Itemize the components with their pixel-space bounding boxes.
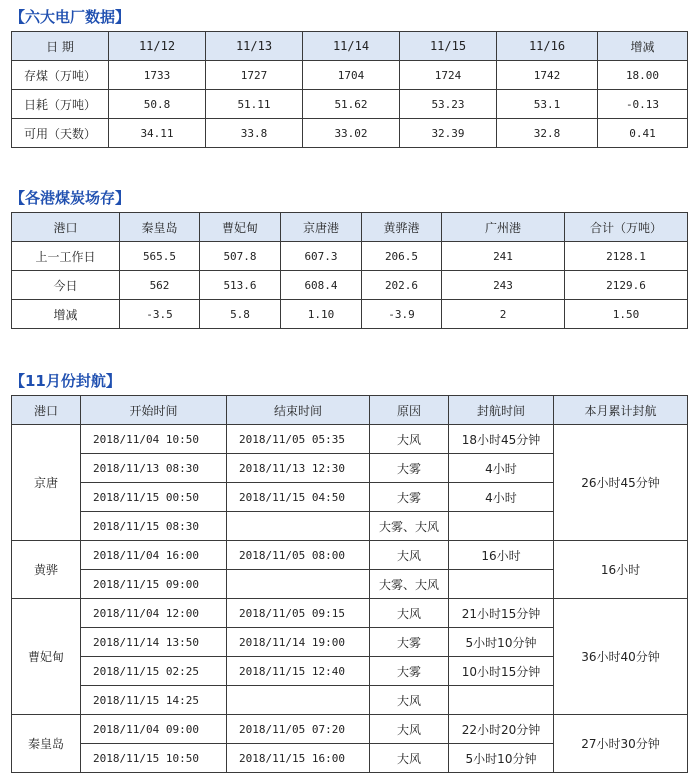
- data-cell: 1704: [303, 61, 400, 90]
- header-cell: 本月累计封航: [554, 396, 688, 425]
- data-cell: 1733: [109, 61, 206, 90]
- header-cell: 11/16: [497, 32, 598, 61]
- header-cell: 增减: [598, 32, 688, 61]
- data-cell: -3.5: [120, 300, 200, 329]
- duration-cell: [449, 570, 554, 599]
- data-cell: 202.6: [362, 271, 442, 300]
- duration-cell: 18小时45分钟: [449, 425, 554, 454]
- end-time-cell: 2018/11/05 07:20: [227, 715, 370, 744]
- start-time-cell: 2018/11/15 02:25: [81, 657, 227, 686]
- data-cell: 0.41: [598, 119, 688, 148]
- start-time-cell: 2018/11/04 12:00: [81, 599, 227, 628]
- header-cell: 日 期: [12, 32, 109, 61]
- data-cell: 51.11: [206, 90, 303, 119]
- data-cell: 513.6: [200, 271, 281, 300]
- data-cell: 1.50: [565, 300, 688, 329]
- data-cell: 51.62: [303, 90, 400, 119]
- data-cell: 32.8: [497, 119, 598, 148]
- end-time-cell: 2018/11/15 16:00: [227, 744, 370, 773]
- header-cell: 11/13: [206, 32, 303, 61]
- header-cell: 曹妃甸: [200, 213, 281, 242]
- closure-table: [11, 395, 688, 773]
- end-time-cell: [227, 686, 370, 715]
- power-plant-section-title: 【六大电厂数据】: [10, 8, 131, 26]
- table-row: [12, 90, 688, 119]
- data-cell: 1724: [400, 61, 497, 90]
- data-cell: 50.8: [109, 90, 206, 119]
- power-plant-header-row: [12, 32, 688, 61]
- data-cell: 2: [442, 300, 565, 329]
- port-stock-section-title: 【各港煤炭场存】: [10, 189, 131, 207]
- reason-cell: 大雾: [370, 454, 449, 483]
- header-cell: 11/12: [109, 32, 206, 61]
- duration-cell: 5小时10分钟: [449, 628, 554, 657]
- reason-cell: 大风: [370, 541, 449, 570]
- reason-cell: 大风: [370, 686, 449, 715]
- end-time-cell: 2018/11/05 08:00: [227, 541, 370, 570]
- reason-cell: 大风: [370, 599, 449, 628]
- reason-cell: 大风: [370, 715, 449, 744]
- port-name-cell: 秦皇岛: [12, 715, 81, 773]
- port-name-cell: 黄骅: [12, 541, 81, 599]
- data-cell: 607.3: [281, 242, 362, 271]
- header-cell: 广州港: [442, 213, 565, 242]
- end-time-cell: 2018/11/15 12:40: [227, 657, 370, 686]
- monthly-total-cell: 36小时40分钟: [554, 599, 688, 715]
- header-cell: 封航时间: [449, 396, 554, 425]
- port-name-cell: 曹妃甸: [12, 599, 81, 715]
- data-cell: -0.13: [598, 90, 688, 119]
- start-time-cell: 2018/11/13 08:30: [81, 454, 227, 483]
- header-cell: 开始时间: [81, 396, 227, 425]
- data-cell: 241: [442, 242, 565, 271]
- monthly-total-cell: 26小时45分钟: [554, 425, 688, 541]
- end-time-cell: [227, 570, 370, 599]
- end-time-cell: [227, 512, 370, 541]
- row-label: 日耗（万吨）: [12, 90, 109, 119]
- duration-cell: 4小时: [449, 483, 554, 512]
- data-cell: 1742: [497, 61, 598, 90]
- row-label: 存煤（万吨）: [12, 61, 109, 90]
- start-time-cell: 2018/11/15 10:50: [81, 744, 227, 773]
- table-row: [12, 541, 688, 570]
- monthly-total-cell: 27小时30分钟: [554, 715, 688, 773]
- header-cell: 黄骅港: [362, 213, 442, 242]
- data-cell: 53.23: [400, 90, 497, 119]
- duration-cell: [449, 686, 554, 715]
- table-row: [12, 300, 688, 329]
- header-cell: 结束时间: [227, 396, 370, 425]
- header-cell: 原因: [370, 396, 449, 425]
- end-time-cell: 2018/11/13 12:30: [227, 454, 370, 483]
- header-cell: 秦皇岛: [120, 213, 200, 242]
- data-cell: 2129.6: [565, 271, 688, 300]
- data-cell: 608.4: [281, 271, 362, 300]
- header-cell: 港口: [12, 396, 81, 425]
- start-time-cell: 2018/11/04 16:00: [81, 541, 227, 570]
- header-cell: 11/15: [400, 32, 497, 61]
- closure-section-title: 【11月份封航】: [10, 372, 121, 390]
- start-time-cell: 2018/11/15 14:25: [81, 686, 227, 715]
- duration-cell: 5小时10分钟: [449, 744, 554, 773]
- data-cell: 32.39: [400, 119, 497, 148]
- start-time-cell: 2018/11/15 00:50: [81, 483, 227, 512]
- port-stock-header-row: [12, 213, 688, 242]
- duration-cell: [449, 512, 554, 541]
- closure-header-row: [12, 396, 688, 425]
- reason-cell: 大风: [370, 744, 449, 773]
- start-time-cell: 2018/11/15 08:30: [81, 512, 227, 541]
- start-time-cell: 2018/11/14 13:50: [81, 628, 227, 657]
- reason-cell: 大雾: [370, 628, 449, 657]
- table-row: [12, 242, 688, 271]
- duration-cell: 10小时15分钟: [449, 657, 554, 686]
- end-time-cell: 2018/11/05 05:35: [227, 425, 370, 454]
- data-cell: 206.5: [362, 242, 442, 271]
- duration-cell: 21小时15分钟: [449, 599, 554, 628]
- data-cell: 33.8: [206, 119, 303, 148]
- data-cell: 1727: [206, 61, 303, 90]
- data-cell: -3.9: [362, 300, 442, 329]
- data-cell: 33.02: [303, 119, 400, 148]
- row-label: 上一工作日: [12, 242, 120, 271]
- reason-cell: 大雾: [370, 483, 449, 512]
- header-cell: 11/14: [303, 32, 400, 61]
- port-stock-table: [11, 212, 688, 329]
- port-name-cell: 京唐: [12, 425, 81, 541]
- table-row: [12, 715, 688, 744]
- table-row: [12, 425, 688, 454]
- start-time-cell: 2018/11/15 09:00: [81, 570, 227, 599]
- start-time-cell: 2018/11/04 10:50: [81, 425, 227, 454]
- data-cell: 562: [120, 271, 200, 300]
- table-row: [12, 61, 688, 90]
- table-row: [12, 119, 688, 148]
- reason-cell: 大雾、大风: [370, 512, 449, 541]
- monthly-total-cell: 16小时: [554, 541, 688, 599]
- end-time-cell: 2018/11/14 19:00: [227, 628, 370, 657]
- duration-cell: 4小时: [449, 454, 554, 483]
- data-cell: 507.8: [200, 242, 281, 271]
- data-cell: 18.00: [598, 61, 688, 90]
- row-label: 增减: [12, 300, 120, 329]
- header-cell: 合计（万吨）: [565, 213, 688, 242]
- data-cell: 2128.1: [565, 242, 688, 271]
- data-cell: 565.5: [120, 242, 200, 271]
- row-label: 今日: [12, 271, 120, 300]
- data-cell: 5.8: [200, 300, 281, 329]
- data-cell: 243: [442, 271, 565, 300]
- row-label: 可用（天数）: [12, 119, 109, 148]
- power-plant-table: [11, 31, 688, 148]
- data-cell: 1.10: [281, 300, 362, 329]
- data-cell: 53.1: [497, 90, 598, 119]
- duration-cell: 16小时: [449, 541, 554, 570]
- end-time-cell: 2018/11/15 04:50: [227, 483, 370, 512]
- data-cell: 34.11: [109, 119, 206, 148]
- table-row: [12, 599, 688, 628]
- header-cell: 港口: [12, 213, 120, 242]
- table-row: [12, 271, 688, 300]
- reason-cell: 大雾、大风: [370, 570, 449, 599]
- header-cell: 京唐港: [281, 213, 362, 242]
- reason-cell: 大雾: [370, 657, 449, 686]
- reason-cell: 大风: [370, 425, 449, 454]
- end-time-cell: 2018/11/05 09:15: [227, 599, 370, 628]
- start-time-cell: 2018/11/04 09:00: [81, 715, 227, 744]
- duration-cell: 22小时20分钟: [449, 715, 554, 744]
